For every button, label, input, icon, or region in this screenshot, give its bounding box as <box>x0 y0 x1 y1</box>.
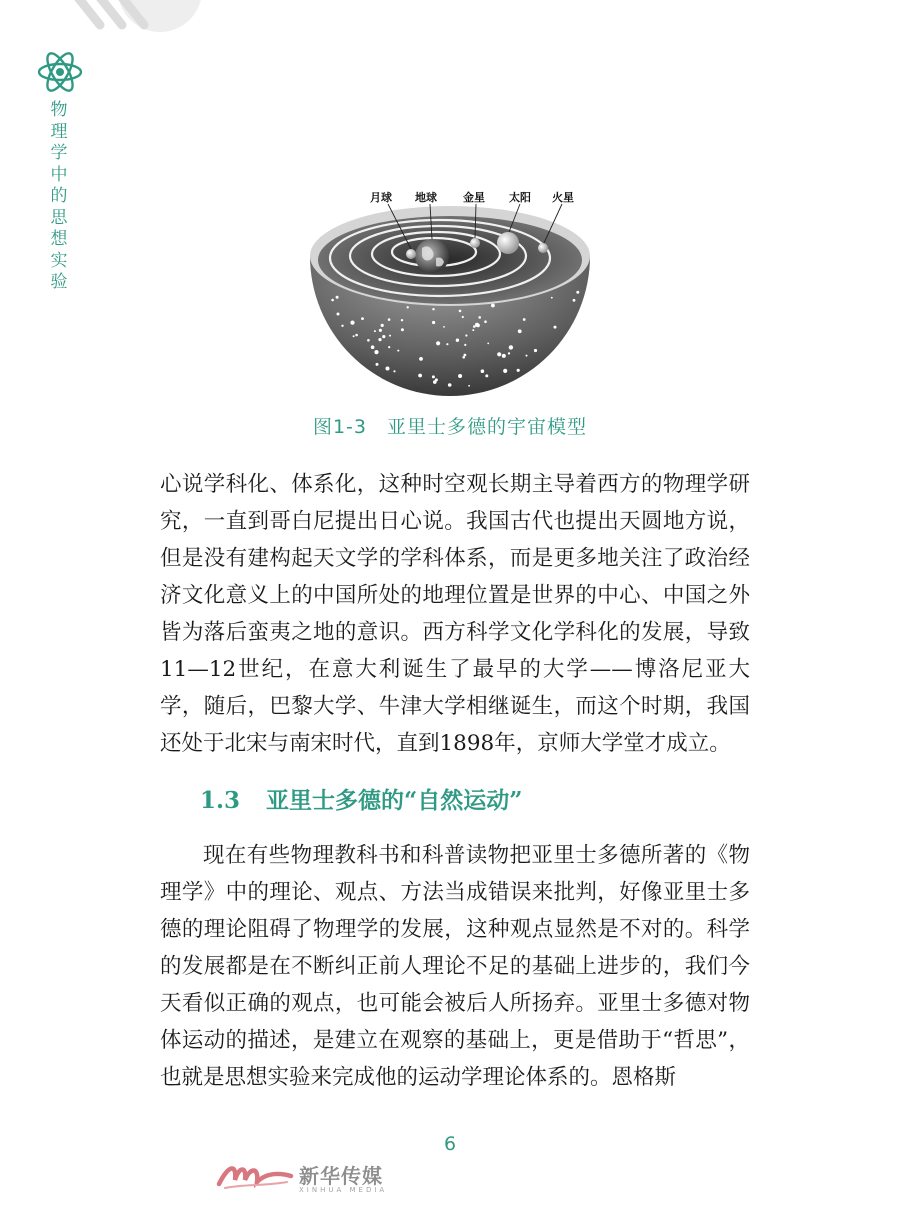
star-dot <box>418 374 422 378</box>
star-dot <box>337 313 340 316</box>
star-dot <box>374 330 376 332</box>
mars-sphere <box>538 243 548 253</box>
star-dot <box>462 316 464 318</box>
star-dot <box>509 345 513 349</box>
atom-icon <box>36 48 84 96</box>
star-dot <box>376 363 379 366</box>
star-dot <box>456 339 459 342</box>
section-heading <box>200 782 522 815</box>
star-dot <box>353 335 355 337</box>
star-dot <box>464 354 467 357</box>
star-dot <box>491 304 495 308</box>
book-title-vertical: 物理学中的思想实验 <box>50 100 68 292</box>
sun-sphere <box>497 232 519 254</box>
star-dot <box>508 352 510 354</box>
star-dot <box>331 299 334 302</box>
star-dot <box>475 323 479 327</box>
label-moon: 月球 <box>370 191 392 204</box>
moon-sphere <box>406 249 416 259</box>
label-sun: 太阳 <box>509 191 531 204</box>
star-dot <box>401 328 404 331</box>
figure-caption-text: 亚里士多德的宇宙模型 <box>387 416 588 438</box>
star-dot <box>378 338 381 341</box>
star-dot <box>576 291 579 294</box>
star-dot <box>517 369 520 372</box>
star-dot <box>523 318 526 321</box>
star-dot <box>464 344 466 346</box>
star-dot <box>386 367 390 371</box>
star-dot <box>484 320 487 323</box>
star-dot <box>502 354 506 358</box>
star-dot <box>432 321 435 324</box>
star-dot <box>462 356 465 359</box>
figure-number: 图1-3 <box>312 416 368 438</box>
publisher-name-en: XINHUA MEDIA <box>299 1186 388 1194</box>
publisher-name-cn: 新华传媒 <box>299 1164 383 1188</box>
star-dot <box>419 357 423 361</box>
star-dot <box>526 355 528 357</box>
section-title: 亚里士多德的“自然运动” <box>266 787 523 814</box>
star-dot <box>355 334 358 337</box>
star-dot <box>465 334 467 336</box>
star-dot <box>388 318 391 321</box>
star-dot <box>554 326 557 329</box>
star-dot <box>443 326 445 328</box>
star-dot <box>551 297 553 299</box>
star-dot <box>397 350 399 352</box>
star-dot <box>371 345 375 349</box>
star-dot <box>361 317 364 320</box>
paragraph-2: 现在有些物理教科书和科普读物把亚里士多德所著的《物理学》中的理论、观点、方法当成错误来批判，好像亚里士多德的理论阻碍了物理学的发展，这种观点显然是不对的。科学的发展都是在不断纠正前人理论不足的基础上进步的，我们今天看似正确的观点，也可能会被后人所扬弃。亚里士多德对物体运动的描述，是建立在观察的基础上，更是借助于“哲思”，也就是思想实验来完成他的运动学理论体系的。恩格斯 <box>160 843 750 1090</box>
star-dot <box>487 343 489 345</box>
star-dot <box>393 370 395 372</box>
publisher-brush-icon <box>215 1158 295 1192</box>
star-dot <box>389 335 391 337</box>
star-dot <box>448 383 452 387</box>
star-dot <box>459 310 462 313</box>
cosmos-model-figure <box>300 186 600 408</box>
star-dot <box>472 329 474 331</box>
star-dot <box>350 321 354 325</box>
star-dot <box>573 299 576 302</box>
page-number: 6 <box>443 1133 457 1155</box>
publisher-logo <box>215 1158 395 1198</box>
section-number: 1.3 <box>200 787 241 814</box>
paragraph-1: 心说学科化、体系化，这种时空观长期主导着西方的物理学研究，一直到哥白尼提出日心说。我国古代也提出天圆地方说，但是没有建构起天文学的学科体系，而是更多地关注了政治经济文化意义上的中国所处的地理位置是世界的中心、中国之外皆为落后蛮夷之地的意识。西方科学文化学科化的发展，导致11—12世纪，在意大利诞生了最早的大学——博洛尼亚大学，随后，巴黎大学、牛津大学相继诞生，而这个时期，我国还处于北宋与南宋时代，直到1898年，京师大学堂才成立。 <box>160 472 750 756</box>
star-dot <box>388 346 390 348</box>
star-dot <box>382 335 385 338</box>
star-dot <box>401 319 403 321</box>
star-dot <box>446 343 448 345</box>
label-earth: 地球 <box>415 191 437 204</box>
star-dot <box>367 339 370 342</box>
star-dot <box>336 296 339 299</box>
star-dot <box>458 374 462 378</box>
star-dot <box>468 385 470 387</box>
star-dot <box>436 341 440 345</box>
star-dot <box>503 369 507 373</box>
star-dot <box>374 350 378 354</box>
label-mars: 火星 <box>552 191 574 204</box>
figure-caption <box>0 412 900 439</box>
star-dot <box>407 306 409 308</box>
star-dot <box>379 329 382 332</box>
star-dot <box>485 374 488 377</box>
star-dot <box>497 352 501 356</box>
star-dot <box>432 375 435 378</box>
corner-decoration <box>40 0 210 50</box>
star-dot <box>432 308 434 310</box>
star-dot <box>534 349 537 352</box>
label-venus: 金星 <box>463 191 485 204</box>
star-dot <box>435 378 438 381</box>
star-dot <box>381 324 384 327</box>
venus-sphere <box>470 238 480 248</box>
star-dot <box>481 369 485 373</box>
star-dot <box>341 325 343 327</box>
star-dot <box>478 316 481 319</box>
star-dot <box>518 329 522 333</box>
